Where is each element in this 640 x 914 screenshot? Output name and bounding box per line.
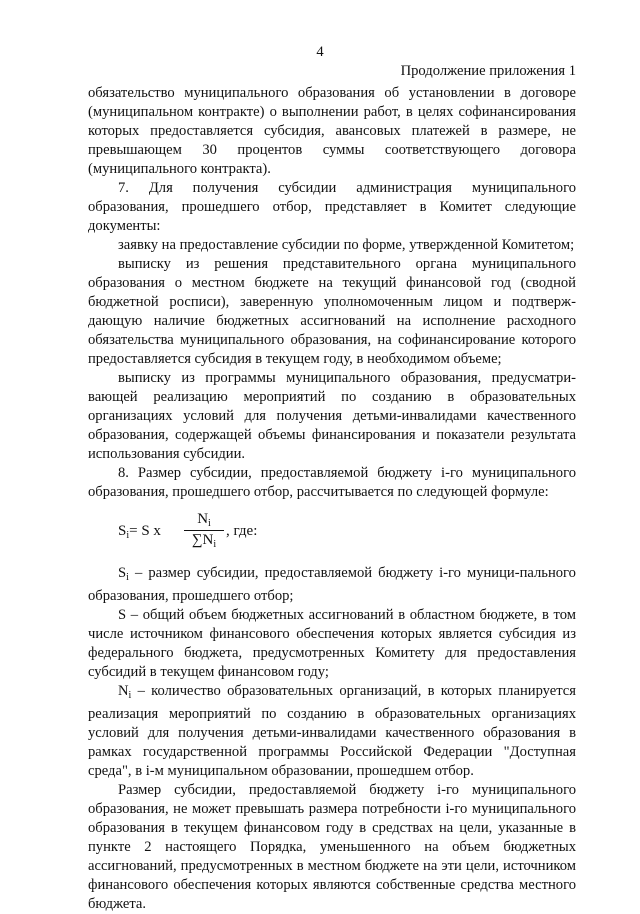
continuation-note: Продолжение приложения 1 [400, 63, 576, 79]
paragraph-item-7: 7. Для получения субсидии администрация муниципального образования, прошедшего отбор, представляет в Комитет следующие документы: [88, 180, 576, 234]
paragraph-program-extract: выписку из программы муниципального образования, предусматри-вающей реализацию мероприятий по созданию в образовательных организациях условий для получения детьми-инвалидами качественного образования, содержащей объемы финансирования и показатели результата использования субсидии. [88, 370, 576, 462]
paragraph-obligation: обязательство муниципального образования об установлении в договоре (муниципальном контракте) о выполнении работ, в целях софинансирования которых предоставляется субсидия, авансовых платежей в размере, не превышающем 30 процентов суммы соответствующего договора (муниципального контракта). [88, 85, 576, 177]
paragraph-si-definition: $S_i$ – размер субсидии, предоставляемой бюджету i-го муници-пального образования, прошедшего отбор; [88, 565, 576, 604]
page-number: 4 [316, 44, 324, 60]
paragraph-application: заявку на предоставление субсидии по форме, утвержденной Комитетом; [118, 237, 575, 253]
formula-denominator: $\sum N_i$ [191, 532, 217, 550]
paragraph-subsidy-limit: Размер субсидии, предоставляемой бюджету i-го муниципального образования, не может превышать размера потребности i-го муниципального образования в текущем финансовом году в средствах на цели, указанные в пункте 2 настоящего Порядка, уменьшенного на объем бюджетных ассигнований, предусмотренных в местном бюджете на эти цели, источником финансового обеспечения которых являются собственные средства местного бюджета. [88, 782, 576, 912]
formula-fraction [184, 511, 224, 550]
paragraph-item-8: 8. Размер субсидии, предоставляемой бюджету i-го муниципального образования, прошедшего отбор, рассчитывается по следующей формуле: [88, 465, 576, 500]
formula-lhs: $S_i= S$ x [118, 523, 161, 541]
paragraph-s-definition: S – общий объем бюджетных ассигнований в областном бюджете, в том числе источником финансового обеспечения которых является субсидия из федерального бюджета, предусмотренных Комитету для предоставления субсидий в текущем финансовом году; [88, 607, 576, 680]
paragraph-ni-definition: $N_i$ – количество образовательных организаций, в которых планируется реализация мероприятий по созданию в образовательных организациях условий для получения детьми-инвалидами качественного образования в рамках государственной программы Российской Федерации "Доступная среда", в i-м муниципальном образовании, прошедшем отбор. [88, 683, 576, 779]
formula-numerator: $N_i$ [184, 511, 224, 531]
document-body [88, 84, 576, 914]
formula-where: , где: [226, 523, 258, 539]
paragraph-budget-extract: выписку из решения представительного органа муниципального образования о местном бюджете на текущий финансовой год (сводной бюджетной росписи), заверенную уполномоченным лицом и подтверж-дающую наличие бюджетных ассигнований на исполнение расходного обязательства муниципального образования, на софинансирование которого предоставляется субсидия в текущем году, в необходимом объеме; [88, 256, 576, 367]
subsidy-formula [118, 511, 576, 555]
